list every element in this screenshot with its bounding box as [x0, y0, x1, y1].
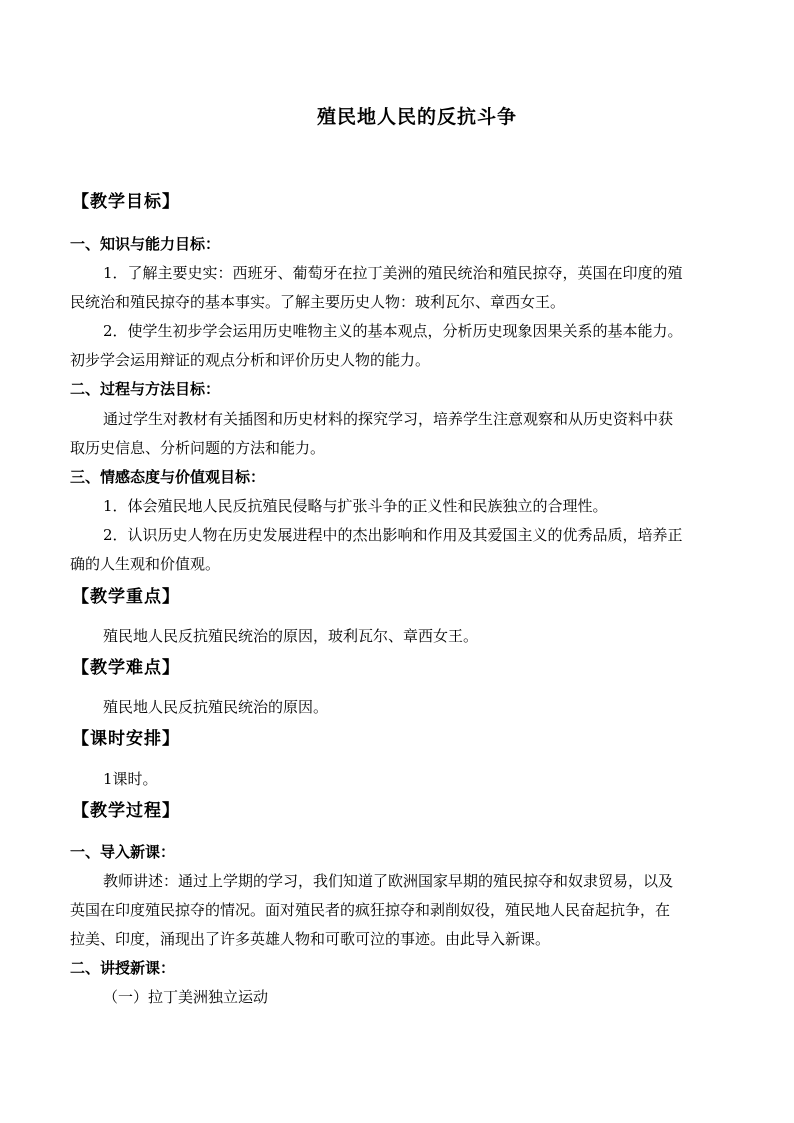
subheading-teach: 二、讲授新课：: [70, 959, 176, 977]
section-heading-key: 【教学重点】: [72, 587, 180, 607]
section-heading-teaching-process: 【教学过程】: [72, 801, 180, 821]
section-heading-schedule: 【课时安排】: [72, 729, 180, 749]
paragraph-line: （一）拉丁美洲独立运动: [103, 988, 269, 1006]
paragraph-line: 通过学生对教材有关插图和历史材料的探究学习，培养学生注意观察和从历史资料中获: [103, 410, 674, 428]
subheading-emotion: 三、情感态度与价值观目标：: [70, 468, 266, 486]
paragraph-line: 英国在印度殖民掠夺的情况。面对殖民者的疯狂掠夺和剥削奴役，殖民地人民奋起抗争，在: [70, 901, 671, 919]
paragraph-line: 取历史信息、分析问题的方法和能力。: [70, 439, 326, 457]
subheading-knowledge: 一、知识与能力目标：: [70, 235, 221, 253]
paragraph-line: 确的人生观和价值观。: [70, 555, 221, 573]
paragraph-line: 教师讲述：通过上学期的学习，我们知道了欧洲国家早期的殖民掠夺和奴隶贸易，以及: [103, 872, 674, 890]
paragraph-line: 1．了解主要史实：西班牙、葡萄牙在拉丁美洲的殖民统治和殖民掠夺，英国在印度的殖: [103, 264, 683, 282]
paragraph-line: 初步学会运用辩证的观点分析和评价历史人物的能力。: [70, 351, 431, 369]
paragraph-line: 2．认识历史人物在历史发展进程中的杰出影响和作用及其爱国主义的优秀品质，培养正: [103, 526, 683, 544]
paragraph-line: 殖民地人民反抗殖民统治的原因。: [103, 698, 329, 716]
subheading-intro: 一、导入新课：: [70, 843, 176, 861]
paragraph-line: 民统治和殖民掠夺的基本事实。了解主要历史人物：玻利瓦尔、章西女王。: [70, 293, 566, 311]
subheading-process: 二、过程与方法目标：: [70, 380, 221, 398]
paragraph-line: 殖民地人民反抗殖民统治的原因，玻利瓦尔、章西女王。: [103, 627, 479, 645]
paragraph-line: 拉美、印度，涌现出了许多英雄人物和可歌可泣的事迹。由此导入新课。: [70, 930, 551, 948]
page-title: 殖民地人民的反抗斗争: [316, 106, 517, 128]
section-heading-difficulty: 【教学难点】: [72, 658, 180, 678]
section-heading-goals: 【教学目标】: [72, 192, 180, 212]
paragraph-line: 1课时。: [103, 770, 158, 788]
paragraph-line: 2．使学生初步学会运用历史唯物主义的基本观点，分析历史现象因果关系的基本能力。: [103, 322, 683, 340]
paragraph-line: 1．体会殖民地人民反抗殖民侵略与扩张斗争的正义性和民族独立的合理性。: [103, 497, 608, 515]
